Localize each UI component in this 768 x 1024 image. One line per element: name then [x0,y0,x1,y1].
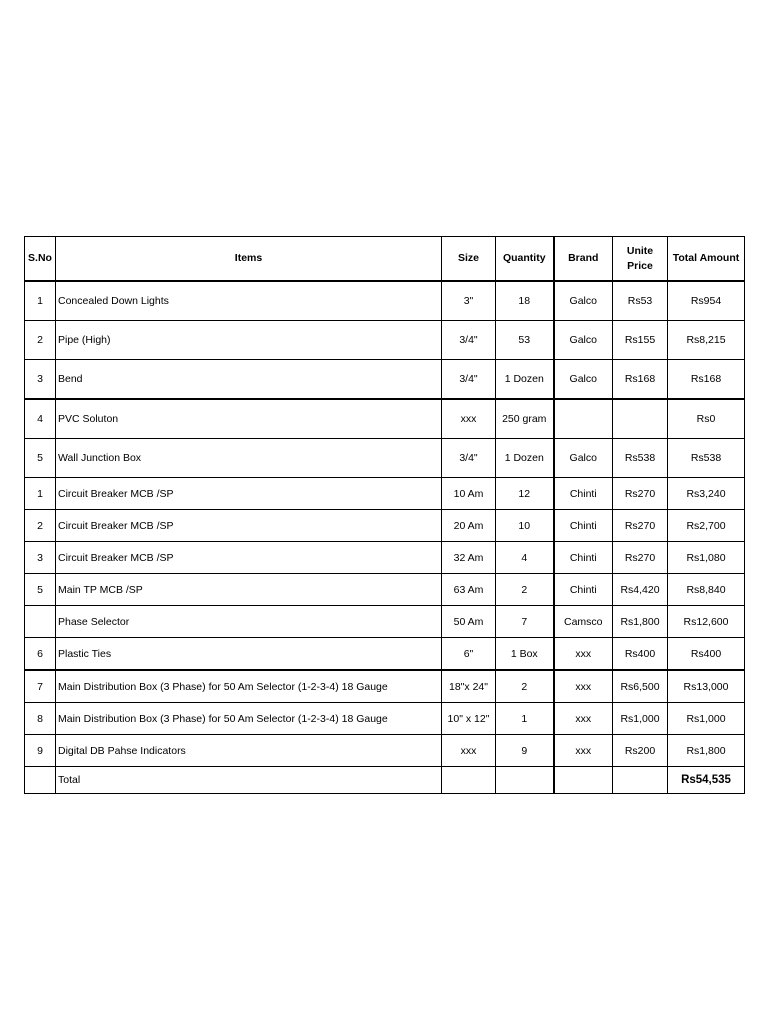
table-row [25,542,745,574]
cell-unit-price: Rs270 [613,542,668,574]
cell-total-amount: Rs0 [668,399,745,439]
table-row [25,574,745,606]
cell-quantity: 18 [496,281,554,321]
cell-brand: xxx [554,703,613,735]
cell-size: 3/4" [442,439,496,478]
cell-size: xxx [442,399,496,439]
cell-unit-price: Rs400 [613,638,668,671]
cell-sno: 9 [25,735,56,767]
cell-sno: 8 [25,703,56,735]
cell-brand: Chinti [554,542,613,574]
cell-unit-price: Rs200 [613,735,668,767]
cell-sno: 2 [25,321,56,360]
header-size: Size [442,237,496,282]
cell-total-amount: Rs8,215 [668,321,745,360]
cell-item: Plastic Ties [56,638,442,671]
cell-brand: Galco [554,360,613,400]
cell-size: 3" [442,281,496,321]
estimate-table [24,236,745,794]
cell-unit-price: Rs4,420 [613,574,668,606]
cell-size: 6" [442,638,496,671]
table-row [25,638,745,671]
header-unit-price [613,237,668,282]
header-row [25,237,745,282]
cell-unit-price: Rs1,800 [613,606,668,638]
header-total-amount: Total Amount [668,237,745,282]
cell-unit-price: Rs155 [613,321,668,360]
table-row [25,478,745,510]
cell-item: Phase Selector [56,606,442,638]
cell-unit-price: Rs538 [613,439,668,478]
cell-sno: 3 [25,360,56,400]
cell-item: Digital DB Pahse Indicators [56,735,442,767]
cell-quantity: 2 [496,670,554,703]
cell-item: Main Distribution Box (3 Phase) for 50 Am Selector (1-2-3-4) 18 Gauge [56,703,442,735]
cell-quantity: 10 [496,510,554,542]
cell-quantity: 1 Dozen [496,439,554,478]
cell-total-amount: Rs3,240 [668,478,745,510]
cell-unit-price: Rs270 [613,510,668,542]
cell-sno [25,767,56,794]
table-row [25,399,745,439]
cell-size: 3/4" [442,321,496,360]
cell-total-amount: Rs13,000 [668,670,745,703]
cell-brand: xxx [554,670,613,703]
cell-quantity: 1 [496,703,554,735]
cell-size [442,767,496,794]
cell-size: 50 Am [442,606,496,638]
table-row [25,606,745,638]
cell-item: Concealed Down Lights [56,281,442,321]
cell-sno: 4 [25,399,56,439]
cell-quantity: 7 [496,606,554,638]
cell-brand: Galco [554,281,613,321]
cell-brand: Chinti [554,478,613,510]
header-quantity: Quantity [496,237,554,282]
cell-size: 20 Am [442,510,496,542]
cell-item: PVC Soluton [56,399,442,439]
cell-unit-price: Rs1,000 [613,703,668,735]
cell-unit-price [613,767,668,794]
cell-brand: Chinti [554,510,613,542]
cell-sno: 2 [25,510,56,542]
header-brand: Brand [554,237,613,282]
cell-sno: 3 [25,542,56,574]
cell-size: 63 Am [442,574,496,606]
cell-total-amount: Rs8,840 [668,574,745,606]
cell-item: Wall Junction Box [56,439,442,478]
cell-brand [554,399,613,439]
total-label: Total [56,767,442,794]
cell-sno: 7 [25,670,56,703]
table-row [25,703,745,735]
table-row [25,510,745,542]
cell-item: Pipe (High) [56,321,442,360]
table-row [25,670,745,703]
cell-sno: 5 [25,574,56,606]
grand-total-amount: Rs54,535 [668,767,745,794]
cell-unit-price [613,399,668,439]
cell-total-amount: Rs400 [668,638,745,671]
cell-brand: Galco [554,321,613,360]
cell-item: Bend [56,360,442,400]
cell-total-amount: Rs1,800 [668,735,745,767]
cell-sno: 1 [25,478,56,510]
cell-size: 10 Am [442,478,496,510]
cell-quantity [496,767,554,794]
cell-brand: Chinti [554,574,613,606]
cell-sno: 6 [25,638,56,671]
header-sno: S.No [25,237,56,282]
cell-item: Main Distribution Box (3 Phase) for 50 Am Selector (1-2-3-4) 18 Gauge [56,670,442,703]
cell-unit-price: Rs270 [613,478,668,510]
total-row [25,767,745,794]
cell-brand [554,767,613,794]
cell-total-amount: Rs2,700 [668,510,745,542]
cell-size: 10" x 12" [442,703,496,735]
cell-sno: 5 [25,439,56,478]
cell-quantity: 12 [496,478,554,510]
cell-total-amount: Rs168 [668,360,745,400]
cell-quantity: 250 gram [496,399,554,439]
cell-total-amount: Rs954 [668,281,745,321]
cell-size: 32 Am [442,542,496,574]
cell-quantity: 4 [496,542,554,574]
table-row [25,439,745,478]
cell-sno [25,606,56,638]
cell-size: 18"x 24" [442,670,496,703]
cell-total-amount: Rs12,600 [668,606,745,638]
cell-unit-price: Rs168 [613,360,668,400]
cell-item: Circuit Breaker MCB /SP [56,510,442,542]
table-row [25,360,745,400]
cell-total-amount: Rs538 [668,439,745,478]
cell-sno: 1 [25,281,56,321]
cell-quantity: 9 [496,735,554,767]
table-row [25,281,745,321]
cell-item: Main TP MCB /SP [56,574,442,606]
cell-quantity: 1 Box [496,638,554,671]
table-row [25,321,745,360]
cell-brand: Galco [554,439,613,478]
table-row [25,735,745,767]
header-items: Items [56,237,442,282]
cell-size: xxx [442,735,496,767]
cell-item: Circuit Breaker MCB /SP [56,478,442,510]
cell-unit-price: Rs6,500 [613,670,668,703]
cell-quantity: 2 [496,574,554,606]
cell-total-amount: Rs1,080 [668,542,745,574]
cell-item: Circuit Breaker MCB /SP [56,542,442,574]
cell-brand: Camsco [554,606,613,638]
cell-quantity: 53 [496,321,554,360]
cell-brand: xxx [554,735,613,767]
cell-quantity: 1 Dozen [496,360,554,400]
cell-size: 3/4" [442,360,496,400]
header-unit-price-line2: Price [627,259,653,272]
cell-brand: xxx [554,638,613,671]
header-unit-price-line1: Unite [626,244,654,257]
cell-total-amount: Rs1,000 [668,703,745,735]
cell-unit-price: Rs53 [613,281,668,321]
